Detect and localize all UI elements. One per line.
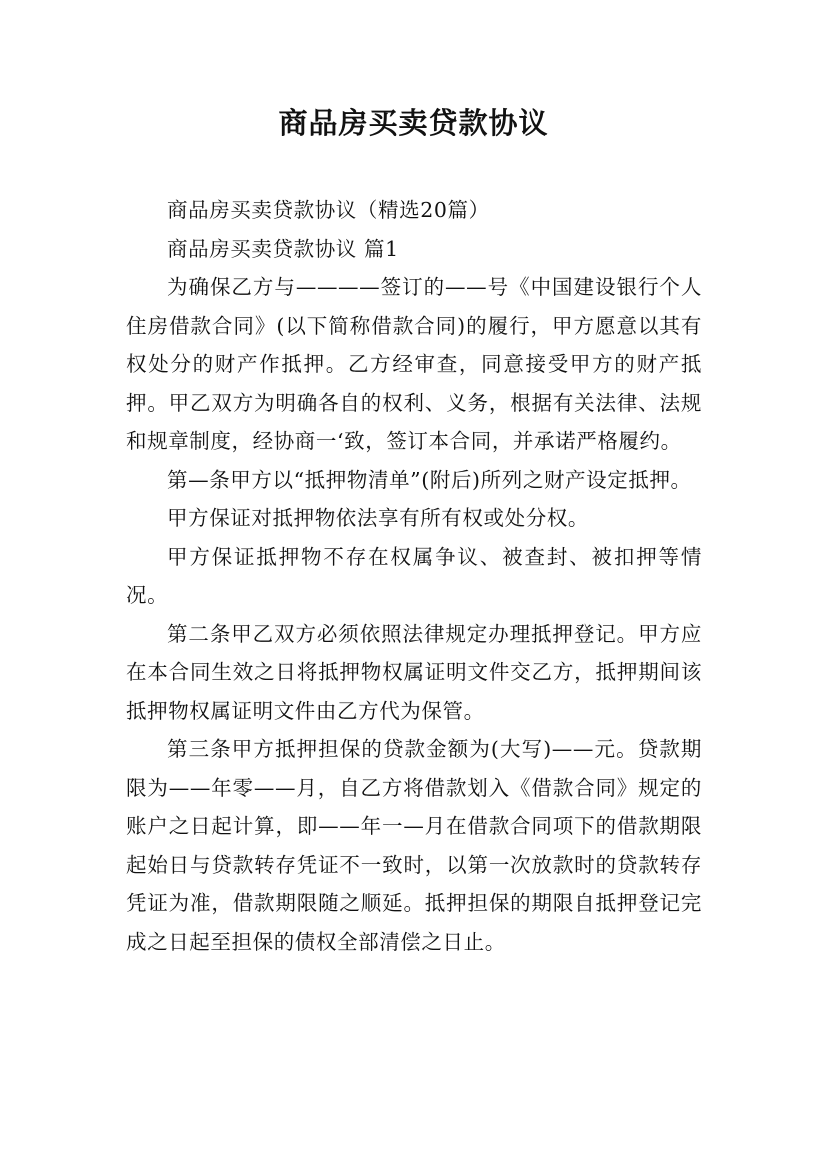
document-body [126, 191, 702, 961]
paragraph-section-heading: 商品房买卖贷款协议 篇1 [167, 236, 399, 261]
paragraph-preamble: 为确保乙方与————签订的——号《中国建设银行个人住房借款合同》(以下简称借款合同)的履行，甲方愿意以其有权处分的财产作抵押。乙方经审查，同意接受甲方的财产抵押。甲乙双方为明确各自的权利、义务，根据有关法律、法规和规章制度，经协商一‘致，签订本合同，并承诺严格履约。 [126, 275, 702, 453]
paragraph-subtitle: 商品房买卖贷款协议（精选20篇） [167, 198, 490, 222]
paragraph-article-3: 第三条甲方抵押担保的贷款金额为(大写)——元。贷款期限为——年零——月，自乙方将借款划入《借款合同》规定的账户之日起计算，即——年一—月在借款合同项下的借款期限起始日与贷款转存凭证不一致时，以第一次放款时的贷款转存凭证为准，借款期限随之顺延。抵押担保的期限自抵押登记完成之日起至担保的债权全部清偿之日止。 [126, 737, 702, 954]
paragraph-article-2: 第二条甲乙双方必须依照法律规定办理抵押登记。甲方应在本合同生效之日将抵押物权属证明文件交乙方，抵押期间该抵押物权属证明文件由乙方代为保管。 [126, 621, 702, 723]
document-title: 商品房买卖贷款协议 [278, 106, 549, 140]
paragraph-ownership-guarantee: 甲方保证对抵押物依法享有所有权或处分权。 [167, 506, 589, 530]
paragraph-article-1: 第—条甲方以“抵押物清单”(附后)所列之财产设定抵押。 [167, 467, 692, 492]
paragraph-no-dispute-guarantee: 甲方保证抵押物不存在权属争议、被查封、被扣押等情况。 [126, 544, 702, 607]
